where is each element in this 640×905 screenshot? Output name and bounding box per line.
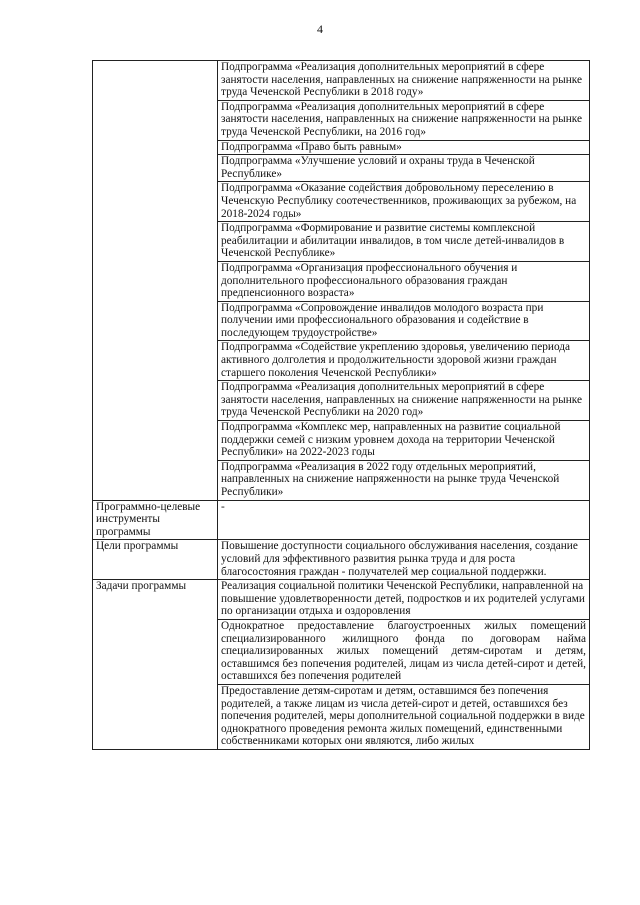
task-item: Однократное предоставление благоустроенных жилых помещений специализированного жилищного фонда по договорам найма специализированных жилых помещений детям-сиротам и детям, оставшимся без попечения родителей, лицам из числа детей-сирот и детей, оставшихся без попечения родителей xyxy=(218,619,590,684)
table-row xyxy=(93,580,590,620)
goals-label: Цели программы xyxy=(93,540,218,580)
subprogram-cell: Подпрограмма «Формирование и развитие системы комплексной реабилитации и абилитации инвалидов, в том числе детей-инвалидов в Чеченской Республике» xyxy=(218,222,590,262)
page-number: 4 xyxy=(317,22,323,36)
task-item: Реализация социальной политики Чеченской Республики, направленной на повышение удовлетворенности детей, подростков и их родителей услугами по организации отдыха и оздоровления xyxy=(218,580,590,620)
instruments-value: - xyxy=(218,500,590,540)
subprogram-cell: Подпрограмма «Реализация дополнительных мероприятий в сфере занятости населения, направленных на снижение напряженности на рынке труда Чеченской Республики на 2020 год» xyxy=(218,381,590,421)
tasks-label: Задачи программы xyxy=(93,580,218,750)
subprogram-cell: Подпрограмма «Оказание содействия добровольному переселению в Чеченскую Республику соотечественников, проживающих за рубежом, на 2018-2024 годы» xyxy=(218,182,590,222)
passport-table xyxy=(92,60,590,750)
subprogram-cell: Подпрограмма «Организация профессионального обучения и дополнительного профессионального образования граждан предпенсионного возраста» xyxy=(218,261,590,301)
table-row xyxy=(93,61,590,101)
subprogram-cell: Подпрограмма «Право быть равным» xyxy=(218,140,590,155)
subprogram-cell: Подпрограмма «Реализация дополнительных мероприятий в сфере занятости населения, направленных на снижение напряженности на рынке труда Чеченской Республики, на 2016 год» xyxy=(218,100,590,140)
subprograms-label-cell xyxy=(93,61,218,501)
goals-value: Повышение доступности социального обслуживания населения, создание условий для эффективного развития рынка труда и для роста благосостояния граждан - получателей мер социальной поддержки. xyxy=(218,540,590,580)
instruments-label: Программно-целевые инструменты программы xyxy=(93,500,218,540)
subprogram-cell: Подпрограмма «Содействие укреплению здоровья, увеличению периода активного долголетия и продолжительности здоровой жизни граждан старшего поколения Чеченской Республики» xyxy=(218,341,590,381)
subprogram-cell: Подпрограмма «Комплекс мер, направленных на развитие социальной поддержки семей с низким уровнем дохода на территории Чеченской Республики» на 2022-2023 годы xyxy=(218,421,590,461)
subprogram-cell: Подпрограмма «Реализация дополнительных мероприятий в сфере занятости населения, направленных на снижение напряженности на рынке труда Чеченской Республики в 2018 году» xyxy=(218,61,590,101)
table-row xyxy=(93,500,590,540)
subprogram-cell: Подпрограмма «Улучшение условий и охраны труда в Чеченской Республике» xyxy=(218,155,590,182)
table-row xyxy=(93,540,590,580)
subprogram-cell: Подпрограмма «Реализация в 2022 году отдельных мероприятий, направленных на снижение напряженности на рынке труда Чеченской Республики» xyxy=(218,460,590,500)
subprogram-cell: Подпрограмма «Сопровождение инвалидов молодого возраста при получении ими профессионального образования и содействие в последующем трудоустройстве» xyxy=(218,301,590,341)
task-item: Предоставление детям-сиротам и детям, оставшимся без попечения родителей, а также лицам из числа детей-сирот и детей, оставшихся без попечения родителей, меры дополнительной социальной поддержки в виде однократного проведения ремонта жилых помещений, единственными собственниками которых они являются, либо жилых xyxy=(218,684,590,749)
